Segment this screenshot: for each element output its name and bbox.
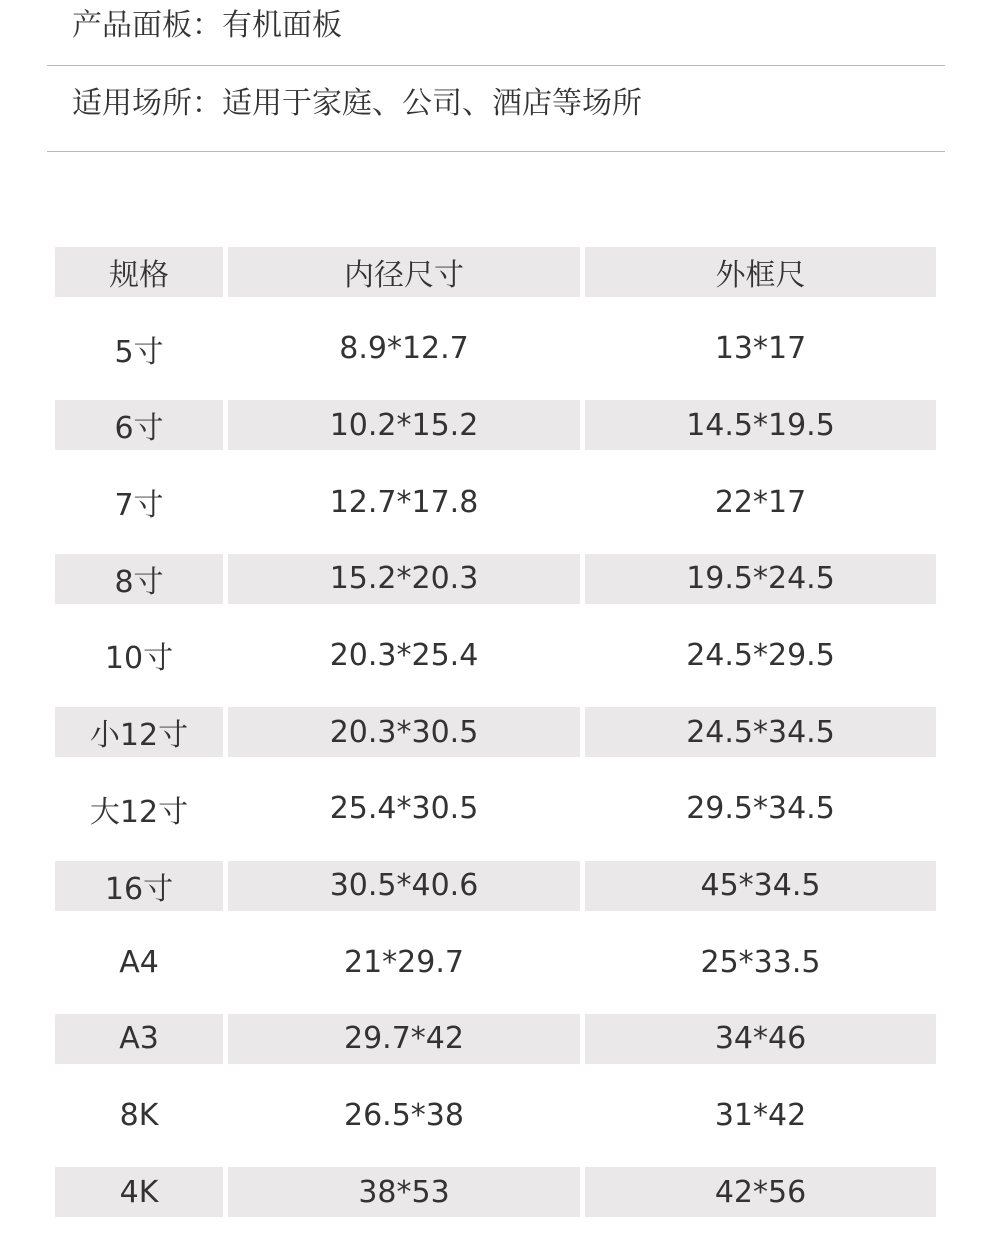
divider [47, 65, 945, 66]
product-panel-value: 有机面板 [222, 8, 342, 43]
inner-size-cell: 8.9*12.7 [339, 331, 469, 367]
usage-place-row [72, 84, 642, 124]
outer-frame-cell: 13*17 [714, 331, 807, 367]
outer-frame-cell: 29.5*34.5 [686, 791, 835, 827]
spec-cell: 大12寸 [89, 794, 189, 830]
outer-frame-cell: 24.5*34.5 [585, 707, 936, 757]
table-row [55, 1167, 936, 1217]
header-spec: 规格 [55, 247, 223, 297]
size-spec-table [55, 247, 936, 1217]
table-row [55, 554, 936, 604]
spec-cell: 6寸 [55, 400, 223, 450]
outer-frame-cell: 24.5*29.5 [686, 637, 835, 673]
outer-frame-cell: 42*56 [585, 1167, 936, 1217]
table-row [55, 630, 936, 680]
spec-cell: 8K [119, 1098, 159, 1134]
inner-size-cell: 12.7*17.8 [329, 484, 479, 520]
divider [47, 151, 945, 152]
table-row [55, 1091, 936, 1141]
inner-size-cell: 10.2*15.2 [228, 400, 580, 450]
inner-size-cell: 20.3*30.5 [228, 707, 580, 757]
spec-cell: 小12寸 [55, 707, 223, 757]
table-row [55, 707, 936, 757]
spec-cell: A4 [119, 944, 159, 980]
spec-cell: 10寸 [104, 641, 174, 677]
spec-cell: 5寸 [114, 334, 164, 370]
header-inner-size: 内径尺寸 [228, 247, 580, 297]
table-header-row [55, 247, 936, 297]
inner-size-cell: 21*29.7 [344, 944, 464, 980]
outer-frame-cell: 22*17 [714, 484, 807, 520]
spec-cell: 4K [55, 1167, 223, 1217]
inner-size-cell: 15.2*20.3 [228, 554, 580, 604]
header-outer-frame: 外框尺 [585, 247, 936, 297]
table-row [55, 937, 936, 987]
inner-size-cell: 26.5*38 [344, 1098, 464, 1134]
table-row [55, 1014, 936, 1064]
spec-cell: 7寸 [114, 488, 164, 524]
outer-frame-cell: 45*34.5 [585, 861, 936, 911]
outer-frame-cell: 34*46 [585, 1014, 936, 1064]
outer-frame-cell: 19.5*24.5 [585, 554, 936, 604]
usage-place-value: 适用于家庭、公司、酒店等场所 [222, 86, 642, 121]
product-panel-label: 产品面板： [72, 8, 222, 43]
inner-size-cell: 30.5*40.6 [228, 861, 580, 911]
spec-cell: 8寸 [55, 554, 223, 604]
table-row [55, 324, 936, 374]
outer-frame-cell: 14.5*19.5 [585, 400, 936, 450]
product-panel-row [72, 6, 342, 46]
inner-size-cell: 20.3*25.4 [329, 637, 479, 673]
table-row [55, 477, 936, 527]
inner-size-cell: 25.4*30.5 [329, 791, 479, 827]
table-row [55, 861, 936, 911]
inner-size-cell: 29.7*42 [228, 1014, 580, 1064]
usage-place-label: 适用场所： [72, 86, 222, 121]
spec-cell: 16寸 [55, 861, 223, 911]
table-row [55, 400, 936, 450]
spec-cell: A3 [55, 1014, 223, 1064]
inner-size-cell: 38*53 [228, 1167, 580, 1217]
table-row [55, 784, 936, 834]
outer-frame-cell: 31*42 [714, 1098, 807, 1134]
outer-frame-cell: 25*33.5 [700, 944, 821, 980]
